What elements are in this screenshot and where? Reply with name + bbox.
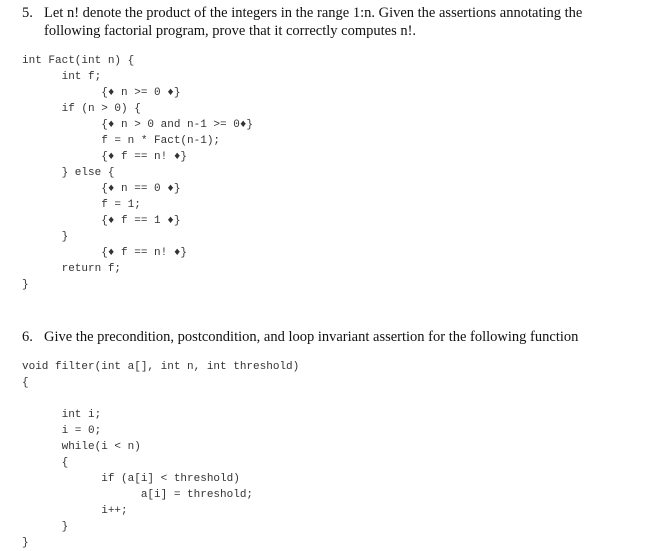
code-line: void filter(int a[], int n, int threshold)	[22, 361, 300, 373]
code-line: {♦ n > 0 and n-1 >= 0♦}	[22, 119, 254, 131]
code-line: }	[22, 231, 69, 243]
code-line: {♦ f == 1 ♦}	[22, 215, 181, 227]
filter-code-block	[22, 359, 299, 551]
question-6-text-line-1: Give the precondition, postcondition, and loop invariant assertion for the following function	[44, 329, 579, 345]
code-line	[22, 391, 299, 407]
question-5-text-line-2: following factorial program, prove that it correctly computes n!.	[44, 23, 417, 39]
question-5-text-line-1: Let n! denote the product of the integers in the range 1:n. Given the assertions annotating the	[44, 5, 583, 21]
code-line: int i;	[22, 409, 102, 421]
factorial-code-block	[22, 53, 253, 293]
code-line: {♦ n == 0 ♦}	[22, 183, 181, 195]
code-line: i = 0;	[22, 425, 102, 437]
code-line: {♦ n >= 0 ♦}	[22, 87, 181, 99]
code-line: return f;	[22, 263, 122, 275]
code-line: {♦ f == n! ♦}	[22, 151, 188, 163]
code-line: }	[22, 279, 29, 291]
code-line: a[i] = threshold;	[22, 489, 254, 501]
question-6	[22, 328, 578, 346]
code-line: {	[22, 377, 29, 389]
code-line: while(i < n)	[22, 441, 141, 453]
code-line: if (n > 0) {	[22, 103, 141, 115]
question-5	[22, 4, 582, 40]
code-line: int f;	[22, 71, 102, 83]
code-line: }	[22, 521, 69, 533]
code-line: }	[22, 537, 29, 549]
code-line: } else {	[22, 167, 115, 179]
code-line: if (a[i] < threshold)	[22, 473, 240, 485]
code-line: f = 1;	[22, 199, 141, 211]
code-line: int Fact(int n) {	[22, 55, 135, 67]
code-line: {	[22, 457, 69, 469]
code-line: i++;	[22, 505, 128, 517]
code-line: {♦ f == n! ♦}	[22, 247, 188, 259]
question-6-number: 6.	[22, 329, 33, 345]
code-line: f = n * Fact(n-1);	[22, 135, 221, 147]
question-5-number: 5.	[22, 5, 33, 21]
